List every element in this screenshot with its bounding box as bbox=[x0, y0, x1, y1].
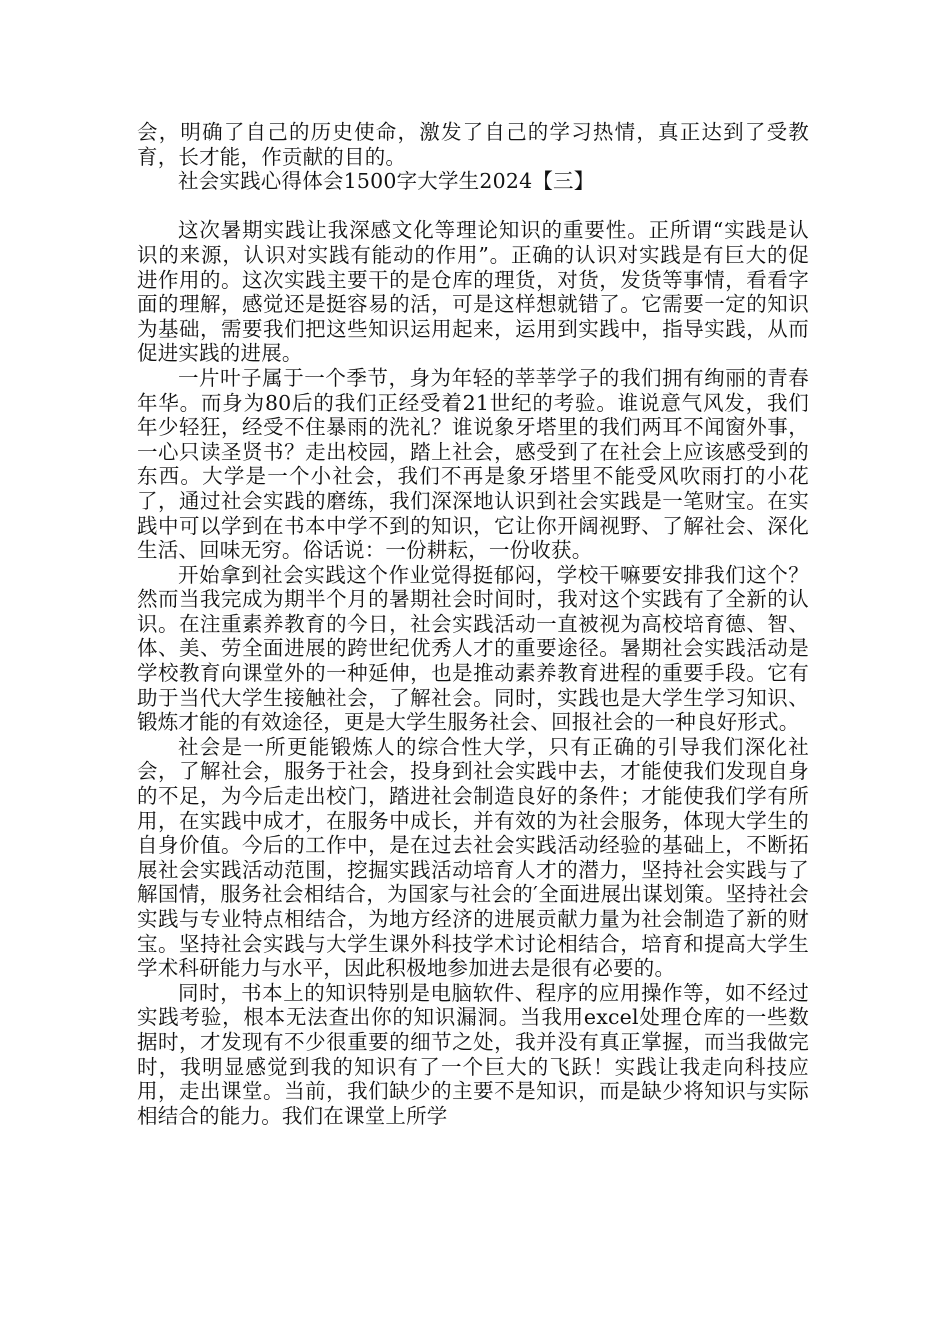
blank-line bbox=[137, 194, 809, 219]
paragraph-3: 开始拿到社会实践这个作业觉得挺郁闷，学校干嘛要安排我们这个？然而当我完成为期半个月的暑期社会时间时，我对这个实践有了全新的认识。在注重素养教育的今日，社会实践活动一直被视为高校培育德、智、体、美、劳全面进展的跨世纪优秀人才的重要途径。暑期社会实践活动是学校教育向课堂外的一种延伸，也是推动素养教育进程的重要手段。它有助于当代大学生接触社会，了解社会。同时，实践也是大学生学习知识、锻炼才能的有效途径，更是大学生服务社会、回报社会的一种良好形式。 bbox=[137, 562, 809, 735]
paragraph-2: 一片叶子属于一个季节，身为年轻的莘莘学子的我们拥有绚丽的青春年华。而身为80后的我们正经受着21世纪的考验。谁说意气风发，我们年少轻狂，经受不住暴雨的洗礼？谁说象牙塔里的我们两耳不闻窗外事，一心只读圣贤书？走出校园，踏上社会，感受到了在社会上应该感受到的东西。大学是一个小社会，我们不再是象牙塔里不能受风吹雨打的小花了，通过社会实践的磨练，我们深深地认识到社会实践是一笔财宝。在实践中可以学到在书本中学不到的知识，它让你开阔视野、了解社会、深化生活、回味无穷。俗话说：一份耕耘，一份收获。 bbox=[137, 365, 809, 563]
paragraph-5: 同时，书本上的知识特别是电脑软件、程序的应用操作等，如不经过实践考验，根本无法查出你的知识漏洞。当我用excel处理仓库的一些数据时，才发现有不少很重要的细节之处，我并没有真正掌握，而当我做完时，我明显感觉到我的知识有了一个巨大的飞跃！实践让我走向科技应用，走出课堂。当前，我们缺少的主要不是知识，而是缺少将知识与实际相结合的能力。我们在课堂上所学 bbox=[137, 980, 809, 1128]
document-body bbox=[137, 120, 809, 1128]
carryover-paragraph: 会，明确了自己的历史使命，激发了自己的学习热情，真正达到了受教育，长才能，作贡献的目的。 bbox=[137, 120, 809, 169]
paragraph-1: 这次暑期实践让我深感文化等理论知识的重要性。正所谓“实践是认识的来源，认识对实践有能动的作用”。正确的认识对实践是有巨大的促进作用的。这次实践主要干的是仓库的理货，对货，发货等事情，看看字面的理解，感觉还是挺容易的活，可是这样想就错了。它需要一定的知识为基础，需要我们把这些知识运用起来，运用到实践中，指导实践，从而促进实践的进展。 bbox=[137, 218, 809, 366]
section-heading: 社会实践心得体会1500字大学生2024【三】 bbox=[178, 169, 595, 194]
paragraph-4: 社会是一所更能锻炼人的综合性大学，只有正确的引导我们深化社会，了解社会，服务于社会，投身到社会实践中去，才能使我们发现自身的不足，为今后走出校门，踏进社会制造良好的条件；才能使我们学有所用，在实践中成才，在服务中成长，并有效的为社会服务，体现大学生的自身价值。今后的工作中，是在过去社会实践活动经验的基础上，不断拓展社会实践活动范围，挖掘实践活动培育人才的潜力，坚持社会实践与了解国情，服务社会相结合，为国家与社会的′全面进展出谋划策。坚持社会实践与专业特点相结合，为地方经济的进展贡献力量为社会制造了新的财宝。坚持社会实践与大学生课外科技学术讨论相结合，培育和提高大学生学术科研能力与水平，因此积极地参加进去是很有必要的。 bbox=[137, 734, 809, 981]
